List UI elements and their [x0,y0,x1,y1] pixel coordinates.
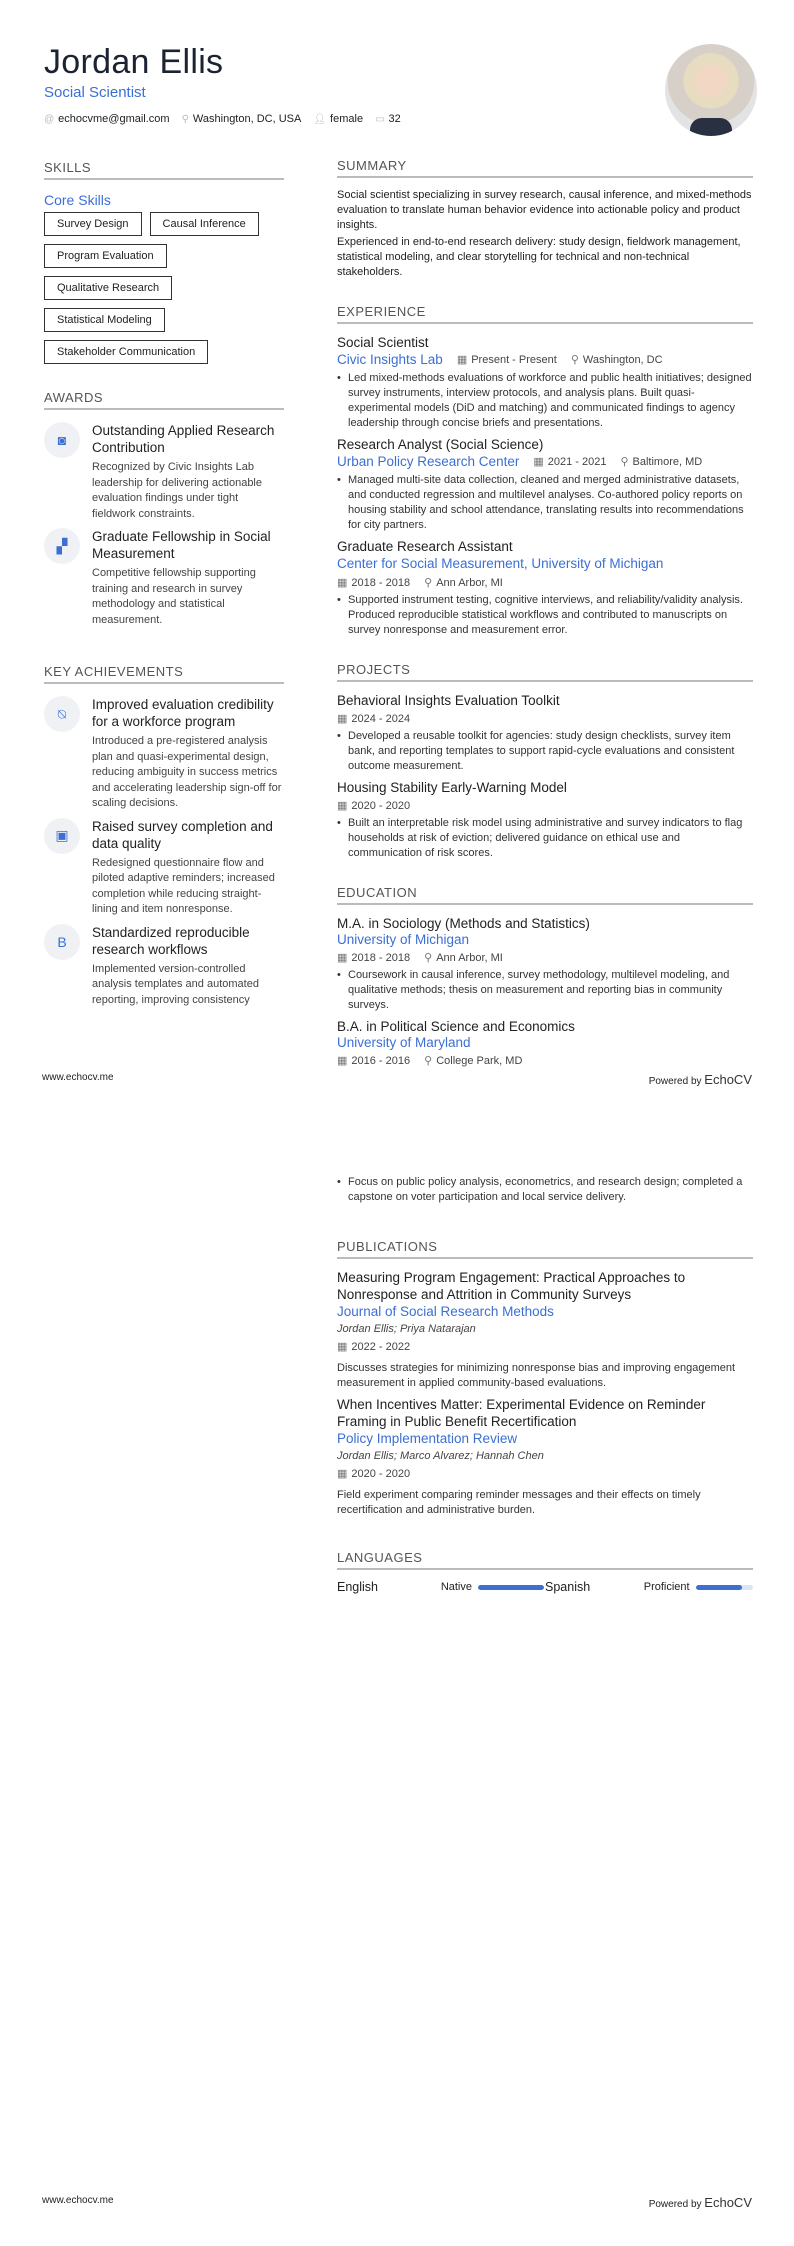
publication-dates: 2020 - 2020 [351,1468,411,1480]
publication-dates: 2022 - 2022 [351,1341,411,1353]
skill-tag: Qualitative Research [44,276,172,300]
summary-section [337,158,753,280]
project-name: Housing Stability Early-Warning Model [337,780,567,795]
job-meta [457,353,663,368]
project-dates: 2020 - 2020 [351,800,411,812]
language-level: Native [440,1581,472,1593]
calendar-icon: ▭ [375,114,385,125]
summary-paragraph: Social scientist specializing in survey research, causal inference, and mixed-methods evaluation to translate human behavior evidence into actionable policy and product insights. [337,189,752,231]
award-title: Outstanding Applied Research Contribution [92,423,275,455]
person-icon: 👤︎ [313,114,327,125]
summary-paragraph: Experienced in end-to-end research delivery: study design, fieldwork management, statistical modeling, and clear storytelling for technical and non-technical stakeholders. [337,236,741,278]
page-footer [42,2195,752,2210]
calendar-icon: ▦ [337,800,348,812]
achievement-desc: Redesigned questionnaire flow and piloted adaptive reminders; increased completion while reducing straight-lining and item nonresponse. [92,856,275,915]
achievements-section [44,664,284,1008]
section-title: PROJECTS [337,662,753,682]
school: University of Maryland [337,1035,471,1050]
job-location: Baltimore, MD [632,455,703,468]
section-title: SUMMARY [337,158,753,178]
powered-by [649,1072,752,1087]
skill-tag: Stakeholder Communication [44,340,208,364]
skills-section [44,160,284,364]
language-item [337,1580,545,1594]
award-desc: Recognized by Civic Insights Lab leadership for delivering actionable evaluation findings under tight fieldwork constraints. [92,461,262,520]
award-title: Graduate Fellowship in Social Measurement [92,529,271,561]
job-dates: 2018 - 2018 [351,577,411,589]
languages-section [337,1550,753,1594]
skill-tag: Program Evaluation [44,244,167,268]
job-bullet: • Led mixed-methods evaluations of workforce and public health initiatives; designed survey instruments, interview protocols, and analysis plans. Built quasi-experimental models (DiD and matching) and communicated findings to agency leadership through concise briefs and presentations. [337,371,753,431]
achievement-item [44,818,284,918]
skill-tag: Causal Inference [150,212,259,236]
education-section [337,885,753,1069]
gender-text: female [330,113,364,125]
section-title: KEY ACHIEVEMENTS [44,664,284,684]
edu-dates: 2018 - 2018 [351,952,411,964]
map-pin-icon: ⚲ [620,455,629,468]
education-item [337,915,753,1013]
award-desc: Competitive fellowship supporting training and research in survey methodology and statistical measurement. [92,567,256,626]
bell-off-icon: ⍉ [44,696,80,732]
award-item [44,422,284,522]
job-bullet: • Supported instrument testing, cognitive interviews, and reliability/validity analysis. Produced reproducible statistical workflows and contributed to manuscripts on survey nonresponse and measurement error. [337,593,753,638]
contact-info [44,113,644,125]
achievement-title: Improved evaluation credibility for a workforce program [92,697,274,729]
project-bullet: • Developed a reusable toolkit for agencies: study design checklists, survey item bank, and reporting templates to support rapid-cycle evaluations and consistent outcome measurement. [337,729,753,774]
footer-site-link[interactable]: www.echocv.me [42,1072,114,1083]
edu-bullet: • Focus on public policy analysis, econometrics, and research design; completed a capstone on voter participation and local service delivery. [337,1175,753,1205]
project-item [337,692,753,774]
project-name: Behavioral Insights Evaluation Toolkit [337,693,560,708]
achievement-desc: Introduced a pre-registered analysis plan and quasi-experimental design, reducing ambiguity in success metrics and accelerating leadership sign-off for scaling decisions. [92,735,282,809]
age-contact [375,113,401,125]
job-location: Ann Arbor, MI [436,577,503,589]
publication-desc: Field experiment comparing reminder messages and their effects on timely recertification and administrative burden. [337,1489,701,1516]
skill-tags [44,212,284,364]
location-contact [182,113,302,125]
age-text: 32 [388,113,401,125]
section-title: AWARDS [44,390,284,410]
calendar-icon: ▦ [337,577,348,589]
achievement-title: Raised survey completion and data quality [92,818,273,851]
job-role: Research Analyst (Social Science) [337,437,544,452]
job-org: Urban Policy Research Center [337,454,520,469]
experience-item [337,436,753,533]
language-level: Proficient [643,1581,690,1593]
job-dates: 2021 - 2021 [547,455,607,468]
toggle-icon: ▣ [44,818,80,854]
achievement-title: Standardized reproducible research workflows [92,924,250,957]
job-bullet: • Managed multi-site data collection, cleaned and merged administrative datasets, and conducted regression and multilevel analyses. Co-authored policy reports on housing stability and school attendance, translating results into recommendations for city partners. [337,473,753,533]
resume-page-2 [0,1123,794,2246]
publications-section [337,1239,753,1518]
email-contact[interactable] [44,113,170,125]
job-role: Graduate Research Assistant [337,539,513,554]
language-item [545,1580,753,1594]
skill-tag: Survey Design [44,212,142,236]
section-title: EDUCATION [337,885,753,905]
map-pin-icon: ⚲ [424,952,433,964]
at-icon: @ [44,114,55,125]
project-item [337,779,753,861]
profile-photo [665,44,757,136]
gender-contact [313,113,363,125]
map-pin-icon: ⚲ [570,353,579,366]
calendar-icon: ▦ [337,952,348,964]
achievement-desc: Implemented version-controlled analysis templates and automated reporting, improving consistency [92,962,259,1006]
calendar-icon: ▦ [456,353,468,366]
awards-section [44,390,284,628]
publication-desc: Discusses strategies for minimizing nonresponse bias and improving engagement measurement in applied community-based evaluations. [337,1362,736,1389]
calendar-icon: ▦ [337,1055,348,1067]
job-meta [533,455,702,470]
projects-section [337,662,753,861]
degree: M.A. in Sociology (Methods and Statistics) [337,916,590,931]
powered-by [649,2195,752,2210]
powered-by-text: Powered by [648,1076,702,1087]
right-column [337,158,753,1069]
calendar-icon: ▦ [533,455,544,468]
job-meta [337,576,503,591]
email-text: echocvme@gmail.com [58,113,170,125]
calendar-icon: ▦ [337,1468,348,1480]
publication-authors: Jordan Ellis; Marco Alvarez; Hannah Chen [337,1450,544,1462]
powered-by-text: Powered by [648,2199,702,2210]
section-title: EXPERIENCE [337,304,753,324]
publication-title: When Incentives Matter: Experimental Evidence on Reminder Framing in Public Benefit Recertification [337,1397,706,1429]
location-text: Washington, DC, USA [192,113,302,125]
language-proficiency-bar [478,1585,544,1590]
language-name: Spanish [545,1580,591,1594]
publication-authors: Jordan Ellis; Priya Natarajan [337,1323,476,1335]
degree: B.A. in Political Science and Economics [337,1019,575,1034]
letter-b-icon: B [44,924,80,960]
achievement-item [44,924,284,1009]
publication-journal: Journal of Social Research Methods [337,1304,554,1319]
award-item [44,528,284,628]
camera-icon: ◙ [44,422,80,458]
education-item [337,1018,753,1069]
experience-item [337,538,753,638]
skill-tag: Statistical Modeling [44,308,165,332]
project-bullet: • Built an interpretable risk model using administrative and survey indicators to flag households at risk of eviction; delivered guidance on ethical use and communication of risk scores. [337,816,753,861]
chat-icon: ▞ [44,528,80,564]
left-column [44,160,284,1030]
job-role: Social Scientist [337,335,429,350]
skills-group-title: Core Skills [44,192,111,208]
language-name: English [337,1580,378,1594]
publication-title: Measuring Program Engagement: Practical Approaches to Nonresponse and Attrition in Community Surveys [337,1270,686,1302]
map-pin-icon: ⚲ [424,1055,433,1067]
edu-bullet: • Coursework in causal inference, survey methodology, multilevel modeling, and qualitative methods; thesis on measurement and reporting bias in community surveys. [337,968,753,1013]
edu-location: College Park, MD [436,1055,523,1067]
brand-logo: EchoCV [704,2195,752,2210]
candidate-name: Jordan Ellis [44,43,224,81]
experience-item [337,334,753,431]
publication-journal: Policy Implementation Review [337,1431,518,1446]
page-footer [42,1072,752,1087]
publication-item [337,1269,753,1391]
edu-location: Ann Arbor, MI [436,952,503,964]
project-dates: 2024 - 2024 [351,713,411,725]
section-title: LANGUAGES [337,1550,753,1570]
footer-site-link[interactable]: www.echocv.me [42,2195,114,2206]
calendar-icon: ▦ [337,713,348,725]
map-pin-icon: ⚲ [424,577,433,589]
right-column [337,1173,753,1616]
school: University of Michigan [337,932,470,947]
candidate-title: Social Scientist [44,84,146,101]
section-title: PUBLICATIONS [337,1239,753,1259]
achievement-item [44,696,284,812]
edu-dates: 2016 - 2016 [351,1055,411,1067]
job-location: Washington, DC [582,353,663,366]
brand-logo: EchoCV [704,1072,752,1087]
experience-section [337,304,753,638]
map-pin-icon: ⚲ [181,114,189,125]
section-title: SKILLS [44,160,284,180]
job-org: Center for Social Measurement, University of Michigan [337,556,664,571]
publication-item [337,1396,753,1518]
language-proficiency-bar [696,1585,753,1590]
resume-header [44,42,644,125]
job-dates: Present - Present [471,353,557,366]
job-org: Civic Insights Lab [337,352,443,367]
calendar-icon: ▦ [337,1341,348,1353]
